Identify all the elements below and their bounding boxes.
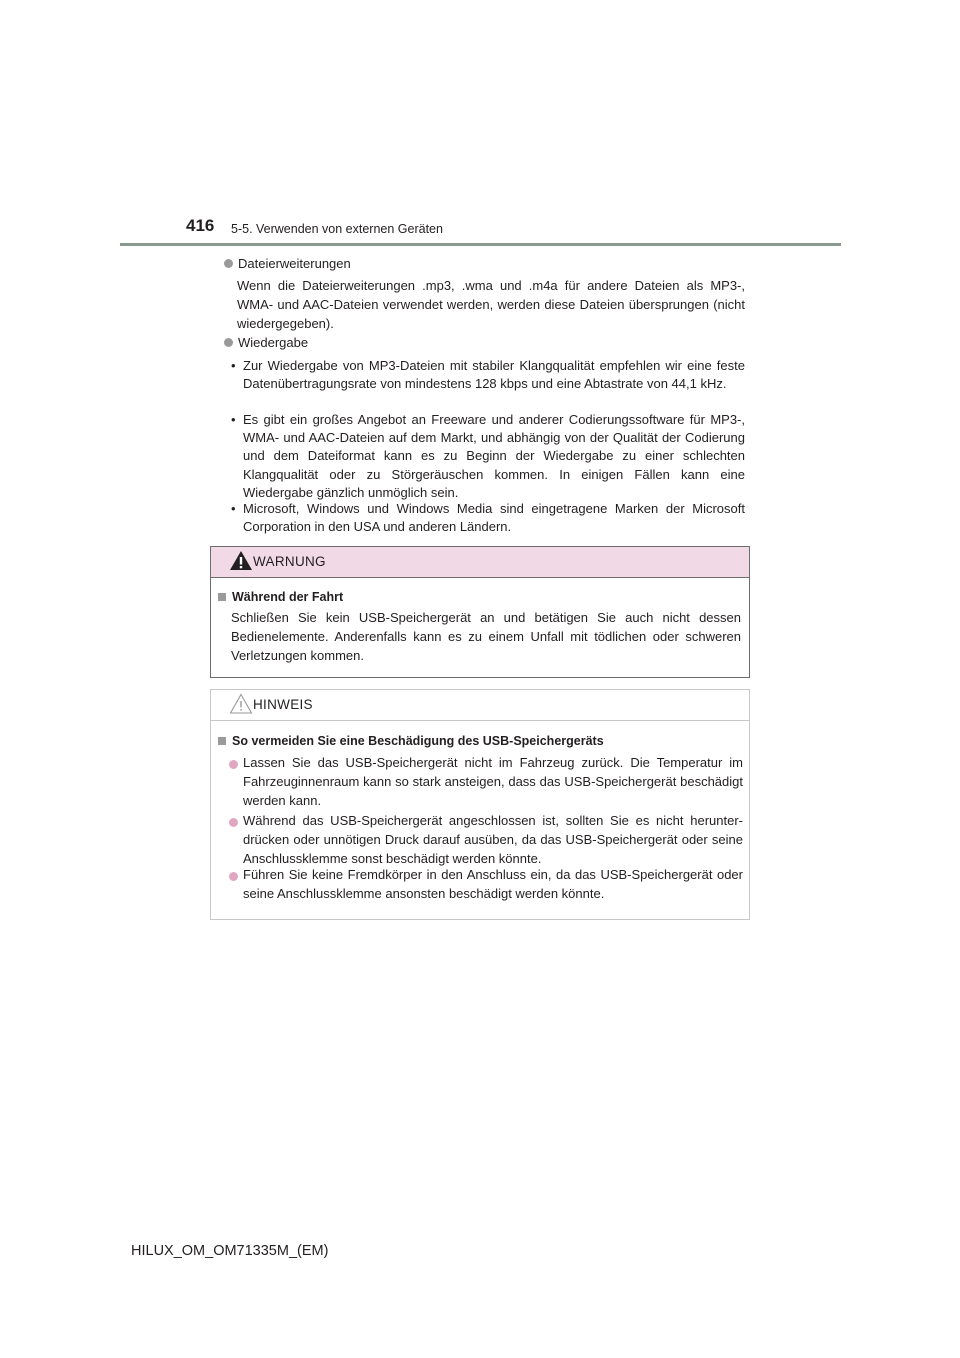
note-item: Während das USB-Speichergerät angeschlossen ist, sollten Sie es nicht herunter-drücken oder unnötigen Druck darauf ausüben, da das USB-Speichergerät oder seine Anschlussklemme sonst beschädigt werden könnte. [243,813,743,867]
section-title: 5-5. Verwenden von externen Geräten [231,222,443,236]
list-item-text: Es gibt ein großes Angebot an Freeware und anderer Codierungssoftware für MP3-, WMA- und AAC-Dateien auf dem Markt, und abhängig von der Qualität der Codierung und dem Dateiformat kann es zu Beginn der Wiedergabe zu einer schlechten Klangqualität oder zu Störgeräuschen kommen. In einigen Fällen kann eine Wiedergabe gänzlich unmöglich sein. [243,412,745,500]
warning-subheading [218,590,343,604]
heading-text: Wiedergabe [238,335,309,350]
warning-title: WARNUNG [253,554,326,569]
caution-outline-triangle-icon [229,693,253,714]
footer-document-code: HILUX_OM_OM71335M_(EM) [131,1243,329,1259]
list-bullet: • [231,358,236,373]
page-number: 416 [186,216,215,235]
bullet-dot-icon [229,818,238,827]
bullet-heading-dateierweiterungen [224,256,351,271]
note-box [210,689,750,920]
bullet-dot-icon [224,338,233,347]
list-item [231,357,745,393]
subheading-text: So vermeiden Sie eine Beschädigung des USB-Speichergeräts [232,734,604,748]
warning-header [211,547,749,578]
note-header [211,690,749,721]
heading-text: Dateierweiterungen [238,256,351,271]
square-bullet-icon [218,737,226,745]
paragraph-dateierweiterungen: Wenn die Dateierweiterungen .mp3, .wma und .m4a für andere Dateien als MP3-, WMA- und AAC-Dateien verwendet werden, werden diese Dateien übersprungen (nicht wiedergegeben). [237,278,745,332]
note-subheading [218,734,604,748]
note-title: HINWEIS [253,697,313,712]
square-bullet-icon [218,593,226,601]
list-bullet: • [231,412,236,427]
bullet-dot-icon [229,760,238,769]
bullet-dot-icon [229,872,238,881]
list-item [231,411,745,502]
note-item: Führen Sie keine Fremdkörper in den Anschluss ein, da das USB-Speichergerät oder seine Anschlussklemme ansonsten beschädigt werden könnte. [243,867,743,902]
list-item-text: Zur Wiedergabe von MP3-Dateien mit stabiler Klangqualität empfehlen wir eine feste Datenübertragungsrate von mindestens 128 kbps und eine Abtastrate von 44,1 kHz. [243,358,745,392]
subheading-text: Während der Fahrt [232,590,344,604]
bullet-heading-wiedergabe [224,335,308,350]
header-divider [120,243,841,246]
bullet-dot-icon [224,259,233,268]
note-item: Lassen Sie das USB-Speichergerät nicht im Fahrzeug zurück. Die Temperatur im Fahrzeuginnenraum kann so stark ansteigen, dass das USB-Speichergerät beschädigt werden kann. [243,755,743,809]
warning-triangle-icon [229,550,253,571]
warning-box [210,546,750,678]
warning-text: Schließen Sie kein USB-Speichergerät an und betätigen Sie auch nicht dessen Bedienelemente. Anderenfalls kann es zu einem Unfall mit tödlichen oder schweren Verletzungen kommen. [231,610,741,664]
list-bullet: • [231,501,236,516]
list-item-text: Microsoft, Windows und Windows Media sind eingetragene Marken der Microsoft Corporation in den USA und anderen Ländern. [243,501,745,535]
list-item [231,500,745,536]
